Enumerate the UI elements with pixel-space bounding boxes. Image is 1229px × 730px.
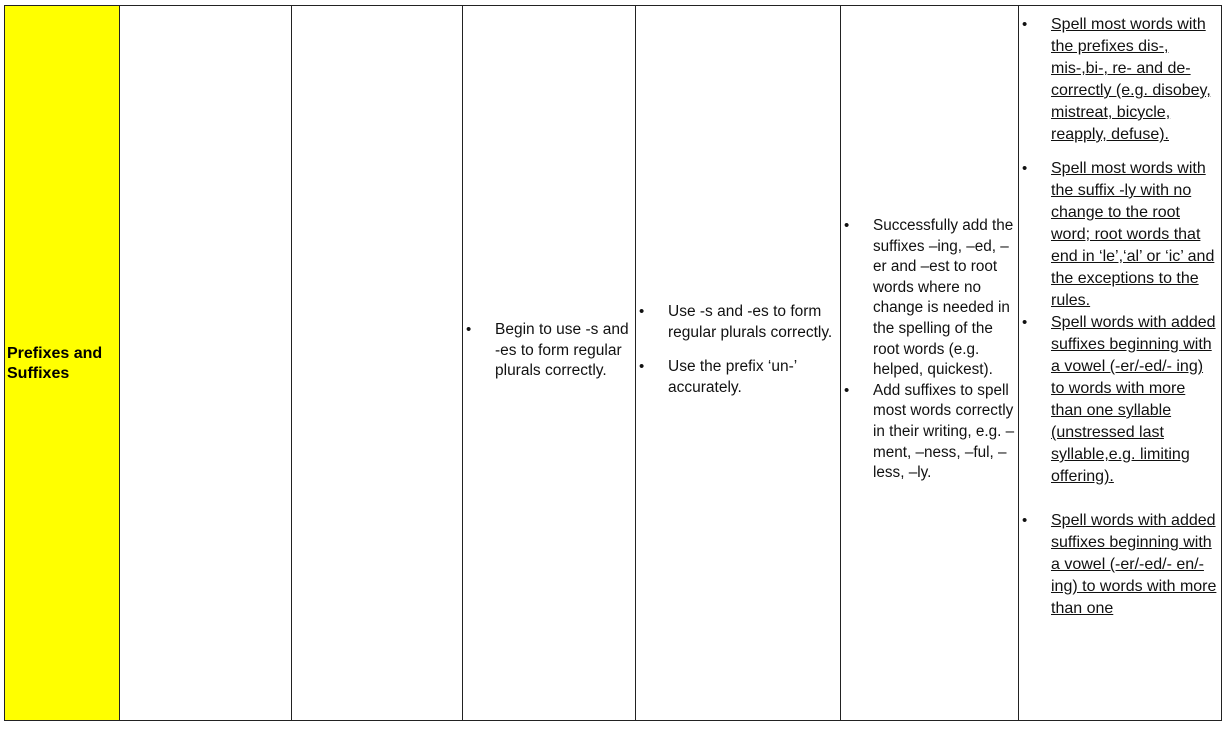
objective-list <box>1022 14 1218 620</box>
objective-list <box>844 216 1018 484</box>
objective-cell-4 <box>636 6 841 720</box>
list-item: • Begin to use -s and -es to form regular plurals correctly. <box>466 320 632 382</box>
list-item-text: Spell most words with the prefixes dis-, mis-,bi-, re- and de- correctly (e.g. disobey, mistreat, bicycle, reapply, defuse). <box>1051 16 1211 143</box>
objective-cell-5 <box>841 6 1019 720</box>
list-item-text: Spell words with added suffixes beginning with a vowel (-er/-ed/- en/-ing) to words with more than one <box>1051 512 1217 617</box>
list-item <box>1022 158 1218 312</box>
list-item-text: Spell most words with the suffix -ly with no change to the root word; root words that end in ‘le’,‘al’ or ‘ic’ and the exceptions to the rules. <box>1051 160 1215 309</box>
list-item <box>1022 312 1218 488</box>
row-heading: Prefixes and Suffixes <box>7 345 103 382</box>
empty-cell-1 <box>120 6 292 720</box>
list-item <box>1022 510 1218 620</box>
list-item <box>1022 14 1218 146</box>
heading-cell <box>5 6 120 720</box>
objective-list <box>639 302 837 398</box>
list-item: • Use the prefix ‘un-’ accurately. <box>639 357 837 398</box>
list-item: • Use -s and -es to form regular plurals correctly. <box>639 302 837 343</box>
list-item: • Add suffixes to spell most words correctly in their writing, e.g. –ment, –ness, –ful, –less, –ly. <box>844 381 1018 484</box>
objective-list <box>466 320 632 382</box>
list-item-text: Spell words with added suffixes beginning with a vowel (-er/-ed/- ing) to words with more than one syllable (unstressed last syllable,e.g. limiting offering). <box>1051 314 1216 485</box>
objective-cell-3 <box>463 6 636 720</box>
list-item: • Successfully add the suffixes –ing, –ed, –er and –est to root words where no change is needed in the spelling of the root words (e.g. helped, quickest). <box>844 216 1018 381</box>
objective-cell-6 <box>1019 6 1223 720</box>
curriculum-table <box>4 5 1222 721</box>
empty-cell-2 <box>292 6 463 720</box>
